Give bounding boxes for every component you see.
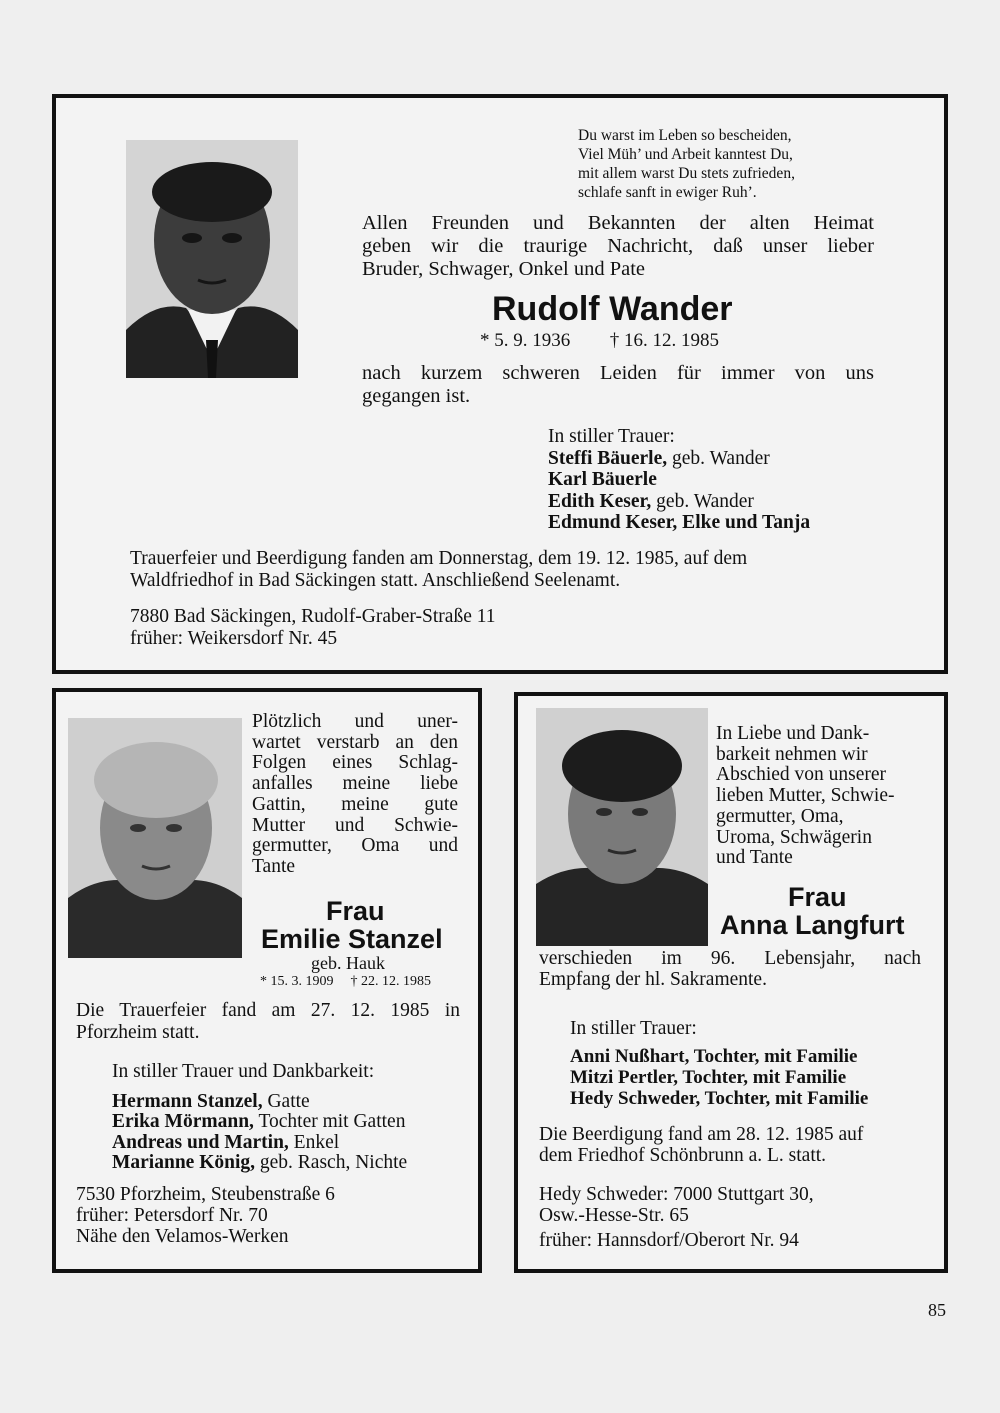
life-dates bbox=[480, 330, 719, 352]
after-line: verschieden im 96. Lebensjahr, nach bbox=[539, 948, 921, 969]
funeral-line: Die Trauerfeier fand am 27. 12. 1985 in bbox=[76, 1000, 460, 1021]
mourners-block bbox=[548, 426, 810, 534]
address-line: Hedy Schweder: 7000 Stuttgart 30, bbox=[539, 1184, 814, 1205]
after-text bbox=[539, 948, 921, 990]
funeral-line: dem Friedhof Schönbrunn a. L. statt. bbox=[539, 1145, 827, 1166]
address-line: 7530 Pforzheim, Steubenstraße 6 bbox=[76, 1184, 335, 1205]
mourner-line: Hedy Schweder, Tochter, mit Familie bbox=[570, 1088, 869, 1109]
text-line: In Liebe und Dank- bbox=[716, 723, 870, 744]
mourner-line: Karl Bäuerle bbox=[548, 469, 657, 490]
funeral-line: Waldfriedhof in Bad Säckingen statt. Anschließend Seelenamt. bbox=[130, 570, 621, 591]
after-line: gegangen ist. bbox=[362, 385, 471, 407]
text-line: Gattin, meine gute bbox=[252, 793, 458, 815]
deceased-name: Rudolf Wander bbox=[492, 290, 733, 328]
deceased-name: Anna Langfurt bbox=[720, 910, 905, 940]
mourner-line: Edith Keser, geb. Wander bbox=[548, 490, 754, 512]
deceased-name: Emilie Stanzel bbox=[261, 924, 443, 954]
text-line: und Tante bbox=[716, 847, 793, 869]
text-line: Folgen eines Schlag- bbox=[252, 752, 458, 774]
mourner-line: Hermann Stanzel, Gatte bbox=[112, 1090, 310, 1112]
mourning-heading: In stiller Trauer und Dankbarkeit: bbox=[112, 1061, 375, 1082]
address bbox=[539, 1184, 814, 1226]
text-line: wartet verstarb an den bbox=[252, 731, 458, 753]
after-text bbox=[362, 362, 874, 408]
mourners-block bbox=[570, 1046, 868, 1109]
birth-date: * 5. 9. 1936 bbox=[480, 330, 571, 351]
intro-line: Allen Freunden und Bekannten der alten Heimat bbox=[362, 212, 874, 234]
announcement-text bbox=[716, 724, 894, 869]
funeral-info bbox=[539, 1124, 863, 1166]
intro-text bbox=[362, 212, 874, 281]
mourning-heading: In stiller Trauer: bbox=[548, 426, 675, 447]
address-line: früher: Weikersdorf Nr. 45 bbox=[130, 628, 338, 649]
funeral-line: Pforzheim statt. bbox=[76, 1021, 200, 1043]
mourner-line: Andreas und Martin, Enkel bbox=[112, 1131, 340, 1153]
text-line: barkeit nehmen wir bbox=[716, 743, 868, 765]
intro-line: Bruder, Schwager, Onkel und Pate bbox=[362, 258, 646, 280]
poem-line: schlafe sanft in ewiger Ruh’. bbox=[578, 184, 757, 201]
text-line: Abschied von unserer bbox=[716, 764, 887, 786]
portrait-photo-woman bbox=[536, 708, 708, 946]
birth-date: * 15. 3. 1909 bbox=[260, 974, 334, 989]
announcement-text bbox=[252, 712, 458, 878]
mourner-line: Mitzi Pertler, Tochter, mit Familie bbox=[570, 1067, 847, 1088]
poem-line: Du warst im Leben so bescheiden, bbox=[578, 127, 792, 144]
maiden-name: geb. Hauk bbox=[311, 953, 385, 973]
mourner-line: Steffi Bäuerle, geb. Wander bbox=[548, 447, 770, 469]
text-line: Tante bbox=[252, 855, 296, 877]
portrait-photo-woman bbox=[68, 718, 242, 958]
text-line: lieben Mutter, Schwie- bbox=[716, 785, 895, 807]
text-line: Plötzlich und uner- bbox=[252, 711, 458, 732]
text-line: anfalles meine liebe bbox=[252, 773, 458, 795]
funeral-info bbox=[130, 548, 747, 592]
obituary-anna-langfurt bbox=[514, 692, 948, 1273]
after-line: nach kurzem schweren Leiden für immer von uns bbox=[362, 362, 874, 384]
page-number: 85 bbox=[928, 1300, 946, 1320]
funeral-line: Die Beerdigung fand am 28. 12. 1985 auf bbox=[539, 1124, 864, 1145]
poem-line: mit allem warst Du stets zufrieden, bbox=[578, 165, 795, 182]
address bbox=[130, 606, 496, 650]
intro-line: geben wir die traurige Nachricht, daß unser lieber bbox=[362, 235, 874, 257]
mourner-line: Edmund Keser, Elke und Tanja bbox=[548, 512, 811, 533]
death-date: † 16. 12. 1985 bbox=[609, 330, 719, 351]
obituary-rudolf-wander bbox=[52, 94, 948, 674]
address-line: früher: Petersdorf Nr. 70 bbox=[76, 1205, 268, 1226]
text-line: Uroma, Schwägerin bbox=[716, 826, 872, 848]
death-date: † 22. 12. 1985 bbox=[350, 974, 431, 989]
obituary-emilie-stanzel bbox=[52, 688, 482, 1273]
address bbox=[76, 1184, 335, 1247]
mourners-block bbox=[112, 1062, 407, 1174]
mourner-line: Anni Nußhart, Tochter, mit Familie bbox=[570, 1046, 858, 1067]
mourner-line: Marianne König, geb. Rasch, Nichte bbox=[112, 1152, 408, 1174]
after-line: Empfang der hl. Sakramente. bbox=[539, 969, 767, 990]
poem-line: Viel Müh’ und Arbeit kanntest Du, bbox=[578, 146, 793, 163]
text-line: germutter, Oma, bbox=[716, 805, 844, 827]
text-line: germutter, Oma und bbox=[252, 835, 458, 857]
address-line: Nähe den Velamos-Werken bbox=[76, 1226, 289, 1247]
life-dates bbox=[260, 974, 431, 990]
deceased-title: Frau bbox=[788, 882, 847, 912]
mourning-heading: In stiller Trauer: bbox=[570, 1018, 697, 1039]
funeral-info bbox=[76, 1000, 460, 1043]
text-line: Mutter und Schwie- bbox=[252, 814, 458, 836]
address-line: 7880 Bad Säckingen, Rudolf-Graber-Straße 11 bbox=[130, 606, 496, 627]
address-line: Osw.-Hesse-Str. 65 bbox=[539, 1205, 689, 1226]
poem bbox=[578, 126, 795, 202]
deceased-title: Frau bbox=[326, 896, 385, 926]
portrait-photo-man bbox=[126, 140, 298, 378]
funeral-line: Trauerfeier und Beerdigung fanden am Donnerstag, dem 19. 12. 1985, auf dem bbox=[130, 548, 748, 569]
mourner-line: Erika Mörmann, Tochter mit Gatten bbox=[112, 1111, 406, 1133]
former-address: früher: Hannsdorf/Oberort Nr. 94 bbox=[539, 1230, 799, 1251]
